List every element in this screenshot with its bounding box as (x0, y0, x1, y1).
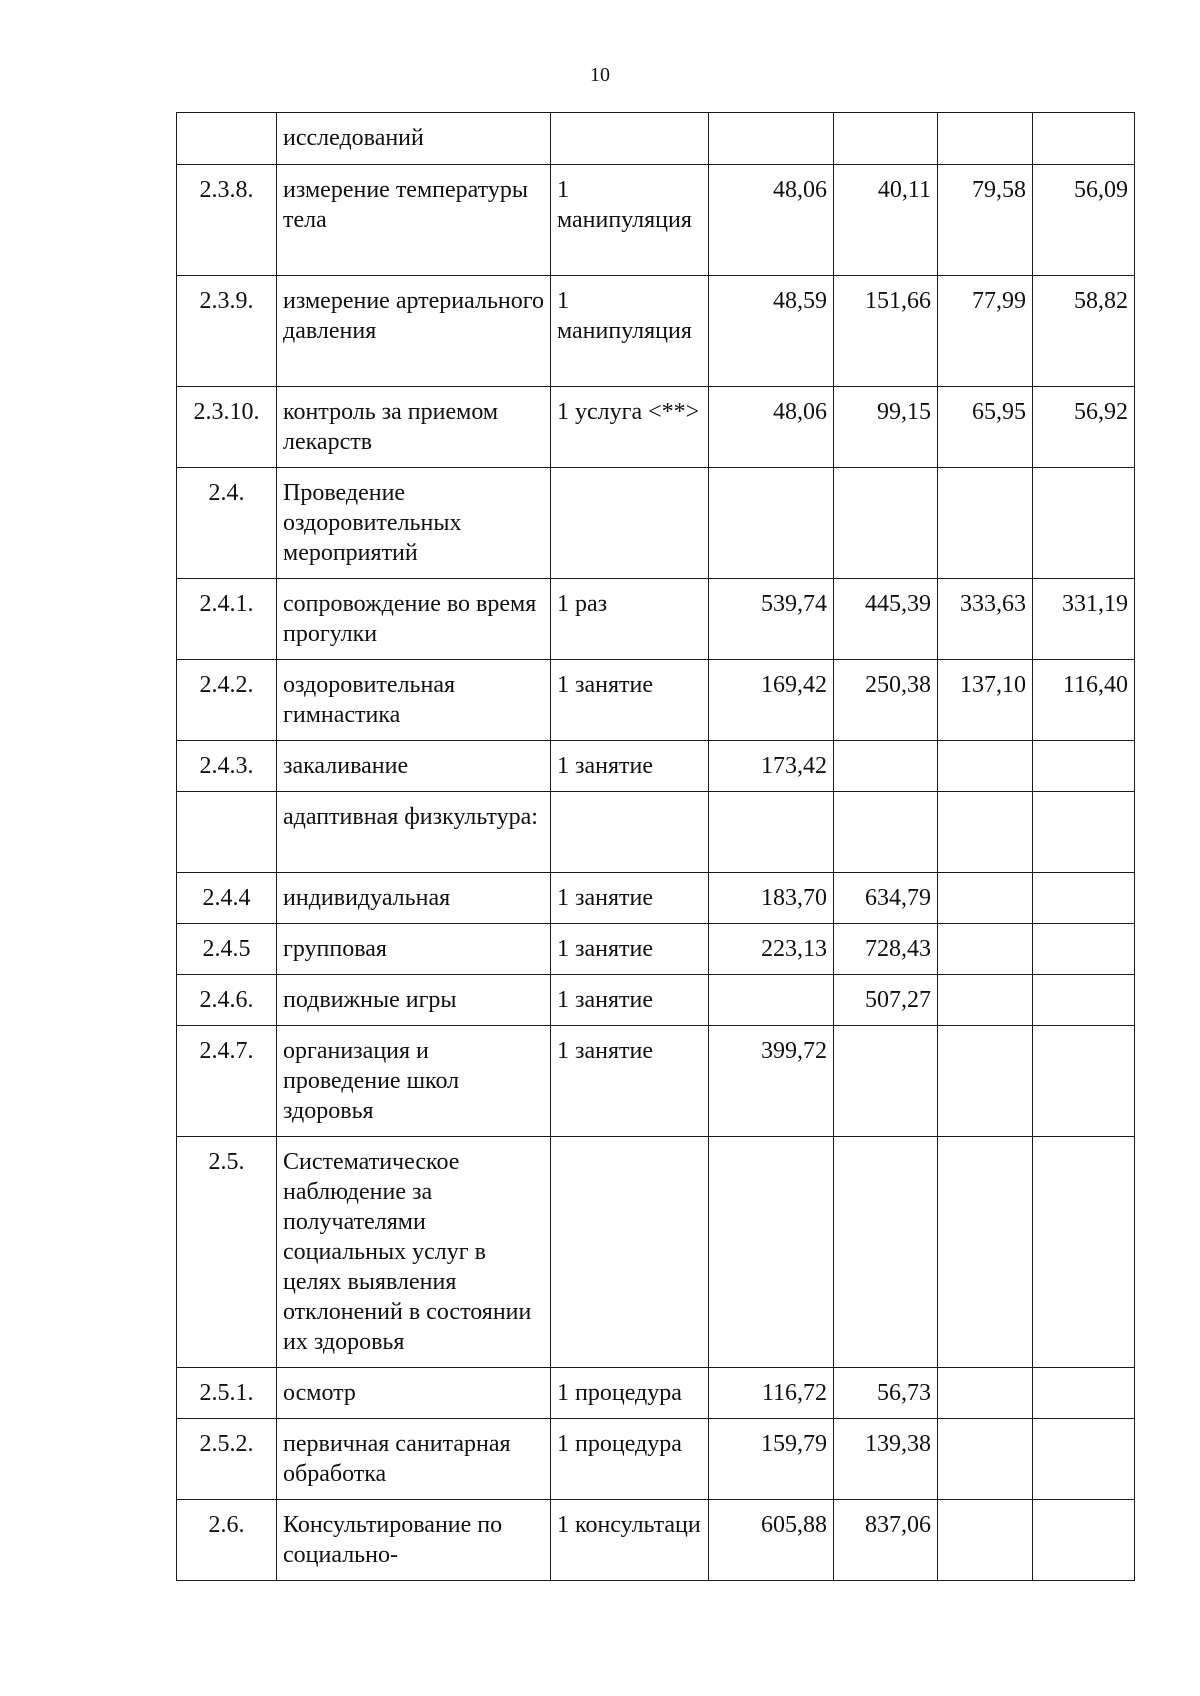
tariff-value-1 (709, 975, 834, 1026)
tariff-value-1: 183,70 (709, 873, 834, 924)
row-number (177, 113, 277, 165)
unit-of-service: 1 раз (551, 579, 709, 660)
service-name: индивидуальная (277, 873, 551, 924)
tariff-value-4 (1033, 1419, 1135, 1500)
tariff-value-4 (1033, 113, 1135, 165)
tariff-value-3 (938, 975, 1033, 1026)
tariff-value-1 (709, 1137, 834, 1368)
table-row (177, 468, 1135, 579)
tariff-value-2: 56,73 (834, 1368, 938, 1419)
tariff-value-2: 445,39 (834, 579, 938, 660)
row-number: 2.4.1. (177, 579, 277, 660)
tariff-value-2: 151,66 (834, 276, 938, 387)
tariff-table (176, 112, 1135, 1581)
page-number: 10 (590, 64, 610, 86)
tariff-value-4 (1033, 1137, 1135, 1368)
table-row (177, 741, 1135, 792)
row-number: 2.3.9. (177, 276, 277, 387)
unit-of-service: 1 занятие (551, 924, 709, 975)
tariff-value-2 (834, 1137, 938, 1368)
tariff-value-1: 539,74 (709, 579, 834, 660)
row-number: 2.4.5 (177, 924, 277, 975)
tariff-value-1: 48,59 (709, 276, 834, 387)
tariff-value-2: 139,38 (834, 1419, 938, 1500)
unit-of-service: 1 манипуляция (551, 276, 709, 387)
table-row (177, 113, 1135, 165)
tariff-value-3 (938, 1419, 1033, 1500)
tariff-value-2: 40,11 (834, 165, 938, 276)
table-row (177, 873, 1135, 924)
tariff-value-2: 634,79 (834, 873, 938, 924)
service-name: подвижные игры (277, 975, 551, 1026)
unit-of-service: 1 консультаци (551, 1500, 709, 1581)
tariff-value-2: 99,15 (834, 387, 938, 468)
service-name: организация и проведение школ здоровья (277, 1026, 551, 1137)
table-row (177, 1368, 1135, 1419)
service-name: осмотр (277, 1368, 551, 1419)
table-row (177, 975, 1135, 1026)
service-name: закаливание (277, 741, 551, 792)
table-row (177, 1026, 1135, 1137)
table-row (177, 924, 1135, 975)
table-row (177, 387, 1135, 468)
tariff-value-4 (1033, 1026, 1135, 1137)
row-number: 2.4.7. (177, 1026, 277, 1137)
table-row (177, 792, 1135, 873)
tariff-value-2: 507,27 (834, 975, 938, 1026)
row-number: 2.4.4 (177, 873, 277, 924)
row-number: 2.5.2. (177, 1419, 277, 1500)
row-number: 2.5.1. (177, 1368, 277, 1419)
tariff-value-4 (1033, 468, 1135, 579)
service-name: первичная санитарная обработка (277, 1419, 551, 1500)
table-row (177, 660, 1135, 741)
unit-of-service: 1 занятие (551, 660, 709, 741)
tariff-value-3 (938, 792, 1033, 873)
unit-of-service: 1 занятие (551, 1026, 709, 1137)
tariff-value-2: 250,38 (834, 660, 938, 741)
unit-of-service (551, 468, 709, 579)
tariff-value-2 (834, 1026, 938, 1137)
tariff-value-3 (938, 873, 1033, 924)
unit-of-service: 1 занятие (551, 975, 709, 1026)
tariff-value-4: 58,82 (1033, 276, 1135, 387)
unit-of-service (551, 792, 709, 873)
tariff-value-3: 77,99 (938, 276, 1033, 387)
tariff-value-1: 223,13 (709, 924, 834, 975)
unit-of-service (551, 113, 709, 165)
unit-of-service (551, 1137, 709, 1368)
tariff-value-4 (1033, 1368, 1135, 1419)
row-number: 2.4. (177, 468, 277, 579)
tariff-value-1: 159,79 (709, 1419, 834, 1500)
tariff-value-1: 173,42 (709, 741, 834, 792)
unit-of-service: 1 процедура (551, 1419, 709, 1500)
unit-of-service: 1 занятие (551, 741, 709, 792)
row-number: 2.4.6. (177, 975, 277, 1026)
table-row (177, 165, 1135, 276)
table-row (177, 1500, 1135, 1581)
tariff-value-3: 333,63 (938, 579, 1033, 660)
tariff-value-4: 331,19 (1033, 579, 1135, 660)
unit-of-service: 1 процедура (551, 1368, 709, 1419)
unit-of-service: 1 манипуляция (551, 165, 709, 276)
service-name: адаптивная физкультура: (277, 792, 551, 873)
tariff-value-3 (938, 924, 1033, 975)
tariff-value-4 (1033, 1500, 1135, 1581)
table-row (177, 579, 1135, 660)
tariff-value-3 (938, 1026, 1033, 1137)
service-name: измерение температуры тела (277, 165, 551, 276)
service-name: исследований (277, 113, 551, 165)
tariff-value-2 (834, 468, 938, 579)
tariff-value-1: 169,42 (709, 660, 834, 741)
row-number: 2.6. (177, 1500, 277, 1581)
service-name: оздоровительная гимнастика (277, 660, 551, 741)
tariff-value-4: 116,40 (1033, 660, 1135, 741)
tariff-value-1: 399,72 (709, 1026, 834, 1137)
tariff-value-1: 605,88 (709, 1500, 834, 1581)
tariff-value-3 (938, 1137, 1033, 1368)
unit-of-service: 1 услуга <**> (551, 387, 709, 468)
tariff-value-3: 137,10 (938, 660, 1033, 741)
service-name: Проведение оздоровительных мероприятий (277, 468, 551, 579)
service-name: измерение артериального давления (277, 276, 551, 387)
tariff-value-4 (1033, 741, 1135, 792)
row-number (177, 792, 277, 873)
table-row (177, 1419, 1135, 1500)
tariff-value-4 (1033, 792, 1135, 873)
tariff-value-4 (1033, 873, 1135, 924)
tariff-value-3: 65,95 (938, 387, 1033, 468)
service-name: Консультирование по социально- (277, 1500, 551, 1581)
tariff-value-3 (938, 1500, 1033, 1581)
tariff-value-4: 56,92 (1033, 387, 1135, 468)
tariff-value-1 (709, 113, 834, 165)
tariff-value-1 (709, 792, 834, 873)
tariff-value-1: 48,06 (709, 387, 834, 468)
table-row (177, 276, 1135, 387)
row-number: 2.3.10. (177, 387, 277, 468)
service-name: Систематическое наблюдение за получателями социальных услуг в целях выявления отклонений в состоянии их здоровья (277, 1137, 551, 1368)
tariff-value-3 (938, 741, 1033, 792)
tariff-value-4 (1033, 975, 1135, 1026)
tariff-value-4 (1033, 924, 1135, 975)
tariff-value-2: 728,43 (834, 924, 938, 975)
tariff-value-2 (834, 792, 938, 873)
tariff-value-3 (938, 468, 1033, 579)
service-name: контроль за приемом лекарств (277, 387, 551, 468)
row-number: 2.4.2. (177, 660, 277, 741)
tariff-value-4: 56,09 (1033, 165, 1135, 276)
service-name: сопровождение во время прогулки (277, 579, 551, 660)
service-name: групповая (277, 924, 551, 975)
row-number: 2.4.3. (177, 741, 277, 792)
tariff-value-2 (834, 113, 938, 165)
tariff-value-3 (938, 113, 1033, 165)
tariff-value-1: 116,72 (709, 1368, 834, 1419)
tariff-value-1 (709, 468, 834, 579)
tariff-value-3 (938, 1368, 1033, 1419)
tariff-value-1: 48,06 (709, 165, 834, 276)
tariff-value-2: 837,06 (834, 1500, 938, 1581)
tariff-value-2 (834, 741, 938, 792)
unit-of-service: 1 занятие (551, 873, 709, 924)
tariff-value-3: 79,58 (938, 165, 1033, 276)
table-row (177, 1137, 1135, 1368)
row-number: 2.3.8. (177, 165, 277, 276)
row-number: 2.5. (177, 1137, 277, 1368)
